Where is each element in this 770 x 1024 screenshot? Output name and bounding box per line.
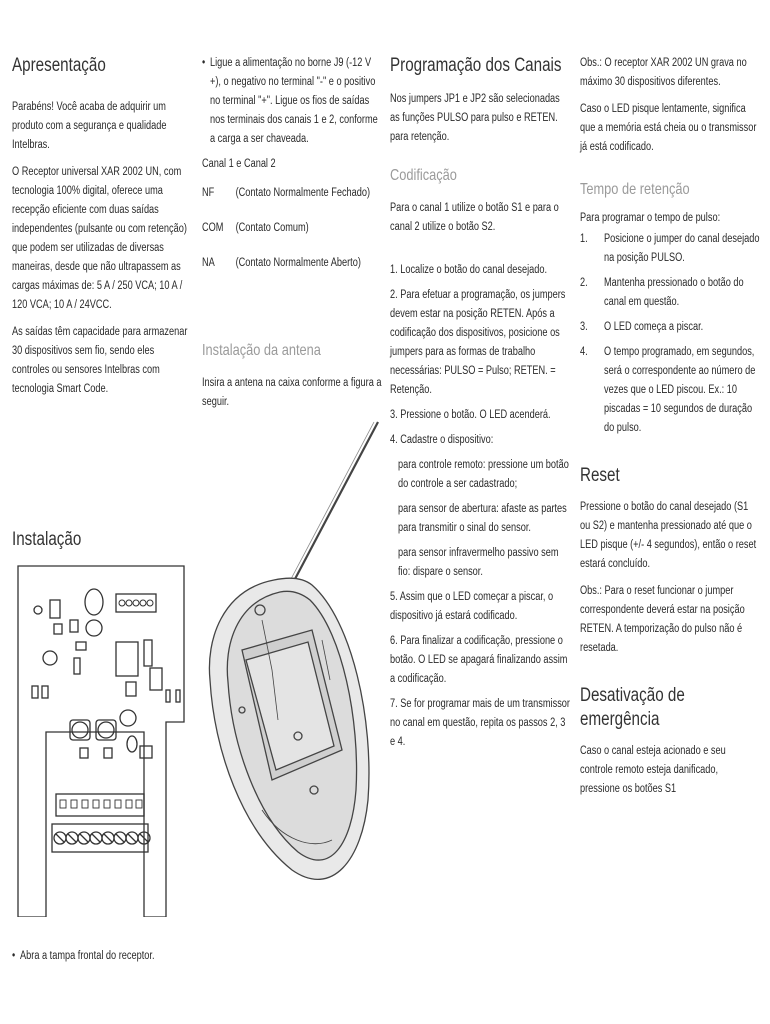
column-1 [12, 0, 194, 1024]
step-1: 1. Localize o botão do canal desejado. [390, 264, 548, 276]
step-3: 3. Pressione o botão. O LED acenderá. [390, 409, 551, 421]
obs-max-devices: Obs.: O receptor XAR 2002 UN grava no máximo 30 dispositivos diferentes. [580, 57, 747, 88]
codificacao-paragraph: Para o canal 1 utilize o botão S1 e para o canal 2 utilize o botão S2. [390, 202, 559, 233]
list-item: 1. Posicione o jumper do canal desejado na posição PULSO. [580, 233, 760, 264]
step-4-infrared-sensor: para sensor infravermelho passivo sem fio: dispare o sensor. [398, 547, 559, 578]
step-4-opening-sensor: para sensor de abertura: afaste as partes para transmitir o sinal do sensor. [398, 503, 567, 534]
canal-label: Canal 1 e Canal 2 [202, 158, 276, 170]
terminal-row: COM (Contato Comum) [202, 222, 309, 234]
codificacao-heading: Codificação [390, 167, 457, 184]
reset-heading: Reset [580, 465, 620, 486]
list-item: 3. O LED começa a piscar. [580, 321, 704, 333]
storage-paragraph: As saídas têm capacidade para armazenar 30 dispositivos sem fio, sendo eles controles ou sensores Intelbras com tecnologia Smart Code. [12, 326, 188, 395]
apresentacao-heading: Apresentação [12, 55, 106, 76]
step-4-remote: para controle remoto: pressione um botão do controle a ser cadastrado; [398, 459, 569, 490]
step-4: 4. Cadastre o dispositivo: [390, 434, 494, 446]
desativacao-paragraph: Caso o canal esteja acionado e seu controle remoto esteja danificado, pressione os botões S1 [580, 745, 726, 795]
step-7: 7. Se for programar mais de um transmissor no canal em questão, repita os passos 2, 3 e 4. [390, 698, 570, 748]
reset-obs: Obs.: Para o reset funcionar o jumper correspondente deverá estar na posição RETEN. A temporização do pulso não é resetada. [580, 585, 745, 654]
obs-memory-full: Caso o LED pisque lentamente, significa que a memória está cheia ou o transmissor já está codificado. [580, 103, 757, 153]
terminal-row: NA (Contato Normalmente Aberto) [202, 257, 361, 269]
instalacao-heading: Instalação [12, 529, 82, 550]
terminal-row: NF (Contato Normalmente Fechado) [202, 187, 371, 199]
step-6: 6. Para finalizar a codificação, pressione o botão. O LED se apagará finalizando assim a codificação. [390, 635, 568, 685]
desativacao-heading: Desativação de emergência [580, 685, 685, 730]
antenna-installation-illustration [202, 420, 382, 920]
intro-paragraph: Parabéns! Você acaba de adquirir um produto com a segurança e qualidade Intelbras. [12, 101, 167, 151]
list-item: 4. O tempo programado, em segundos, será o correspondente ao número de vezes que o LED piscou. Ex.: 10 piscadas = 10 segundos de duração do pulso. [580, 346, 756, 434]
reset-paragraph: Pressione o botão do canal desejado (S1 ou S2) e mantenha pressionado até que o LED pisque (+/- 4 segundos), então o reset estará concluído. [580, 501, 757, 570]
programacao-paragraph: Nos jumpers JP1 e JP2 são selecionadas as funções PULSO para pulso e RETEN. para retenção. [390, 93, 560, 143]
column-2 [202, 0, 382, 1024]
step-5: 5. Assim que o LED começar a piscar, o dispositivo já estará codificado. [390, 591, 554, 622]
tempo-steps [580, 230, 760, 438]
tempo-intro: Para programar o tempo de pulso: [580, 212, 721, 224]
terminal-list [202, 184, 382, 273]
programacao-heading: Programação dos Canais [390, 55, 562, 76]
bullet-power-connection: • Ligue a alimentação no borne J9 (-12 V +), o negativo no terminal "-" e o positivo no terminal "+". Ligue os fios de saídas nos terminais dos canais 1 e 2, conforme a carga a ser chaveada. [202, 54, 382, 149]
antena-paragraph: Insira a antena na caixa conforme a figura a seguir. [202, 377, 382, 408]
bullet-open-cover: • Abra a tampa frontal do receptor. [12, 947, 194, 966]
tempo-retencao-heading: Tempo de retenção [580, 181, 690, 198]
column-3 [390, 0, 570, 1024]
antena-heading: Instalação da antena [202, 342, 321, 359]
step-2: 2. Para efetuar a programação, os jumpers devem estar na posição RETEN. Após a codificação dos dispositivos, posicione os jumpers para as formas de trabalho necessárias: PULSO = Pulso; RETEN. = Retenção. [390, 289, 566, 396]
list-item: 2. Mantenha pressionado o botão do canal em questão. [580, 277, 744, 308]
column-4 [580, 0, 760, 1024]
receiver-board-illustration [16, 562, 188, 917]
description-paragraph: O Receptor universal XAR 2002 UN, com tecnologia 100% digital, oferece uma recepção eficiente com duas saídas independentes (pulsante ou com retenção) que podem ser utilizadas de diversas maneiras, desde que não ultrapassem as cargas máximas de: 5 A / 250 VCA; 10 A / 120 VCA; 10 A / 24VCC. [12, 166, 187, 311]
